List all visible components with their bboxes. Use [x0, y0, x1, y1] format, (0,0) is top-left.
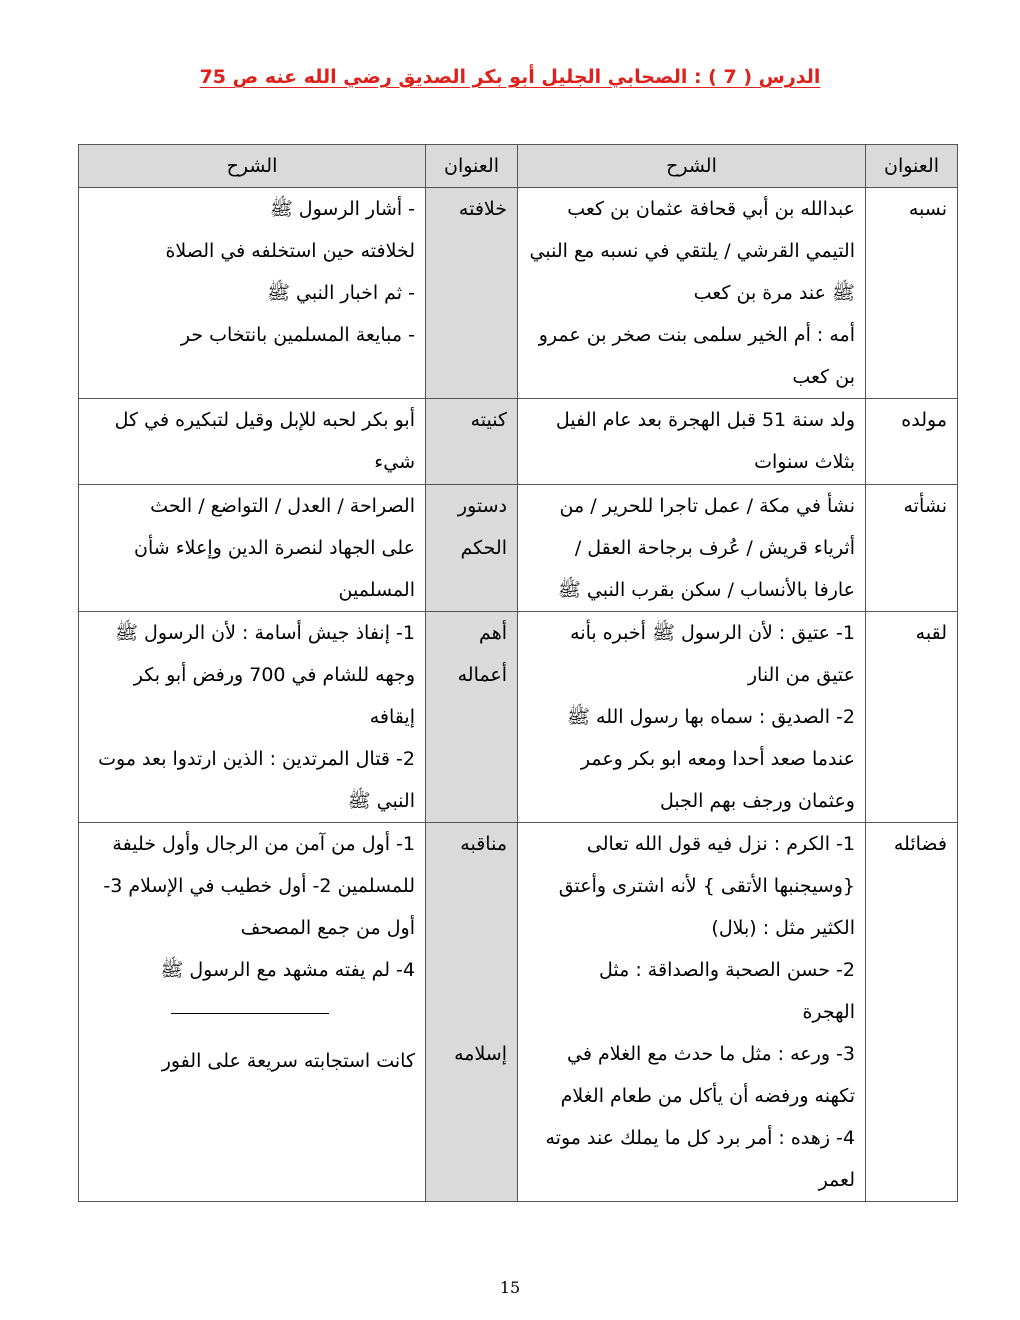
row-text-governance — [79, 485, 426, 612]
text-line: عتيق من النار — [747, 664, 855, 686]
header-title-1: العنوان — [866, 145, 958, 188]
text-line: {وسيجنبها الأتقى } لأنه اشترى وأعتق — [558, 875, 855, 897]
header-explanation-1: الشرح — [518, 145, 866, 188]
text-line: 1- عتيق : لأن الرسول ﷺ أخبره بأنه — [570, 622, 855, 644]
text-line: نشأ في مكة / عمل تاجرا للحرير / من — [559, 495, 855, 517]
text-line: عارفا بالأنساب / سكن بقرب النبي ﷺ — [557, 579, 855, 601]
text-line: النبي ﷺ — [347, 790, 415, 812]
row-label-upbringing: نشأته — [866, 485, 958, 612]
text-line: 3- ورعه : مثل ما حدث مع الغلام في — [567, 1043, 855, 1065]
text-line: وجهه للشام في 700 ورفض أبو بكر — [133, 664, 415, 686]
text-line: 1- أول من آمن من الرجال وأول خليفة — [112, 833, 415, 855]
text-line: شيء — [374, 451, 415, 473]
text-line: الصراحة / العدل / التواضع / الحث — [150, 495, 415, 517]
header-title-2: العنوان — [426, 145, 518, 188]
row-text-works — [79, 612, 426, 823]
text-line: بثلاث سنوات — [754, 451, 855, 473]
text-line: - أشار الرسول ﷺ — [269, 198, 415, 220]
table-row — [79, 399, 958, 485]
text-line: التيمي القرشي / يلتقي في نسبه مع النبي — [529, 240, 855, 262]
table-row — [79, 612, 958, 823]
row-label-kunya: كنيته — [426, 399, 518, 485]
row-label-caliphate: خلافته — [426, 188, 518, 399]
text-line: عبدالله بن أبي قحافة عثمان بن كعب — [567, 198, 855, 220]
text-line: أثرياء قريش / عُرف برجاحة العقل / — [574, 537, 855, 559]
row-label-works: أهم أعماله — [426, 612, 518, 823]
text-line: أول من جمع المصحف — [240, 917, 415, 939]
text-line: 1- الكرم : نزل فيه قول الله تعالى — [586, 833, 855, 855]
table-row — [79, 485, 958, 612]
text-line: لخلافته حين استخلفه في الصلاة — [165, 240, 415, 262]
text-line: المسلمين — [338, 579, 415, 601]
text-line: 4- لم يفته مشهد مع الرسول ﷺ — [160, 959, 415, 981]
text-line: 4- زهده : أمر برد كل ما يملك عند موته — [545, 1127, 855, 1149]
row-text-upbringing — [518, 485, 866, 612]
divider-line — [171, 1013, 329, 1014]
row-text-virtues — [518, 823, 866, 1202]
row-text-kunya — [79, 399, 426, 485]
row-text-caliphate — [79, 188, 426, 399]
text-line: تكهنه ورفضه أن يأكل من طعام الغلام — [560, 1085, 855, 1107]
text-line: أمه : أم الخير سلمى بنت صخر بن عمرو — [538, 324, 855, 346]
text-line: عندما صعد أحدا ومعه ابو بكر وعمر — [580, 748, 855, 770]
row-label-lineage: نسبه — [866, 188, 958, 399]
row-text-lineage — [518, 188, 866, 399]
text-line: على الجهاد لنصرة الدين وإعلاء شأن — [134, 537, 415, 559]
row-label-title: لقبه — [866, 612, 958, 823]
row-label-birth: مولده — [866, 399, 958, 485]
text-line: - ثم اخبار النبي ﷺ — [267, 282, 415, 304]
text-line: 1- إنفاذ جيش أسامة : لأن الرسول ﷺ — [115, 622, 415, 644]
text-line: إيقافه — [369, 706, 415, 728]
text-line: ﷺ عند مرة بن كعب — [693, 282, 855, 304]
table-row — [79, 188, 958, 399]
text-line: 2- حسن الصحبة والصداقة : مثل — [599, 959, 855, 981]
text-line: الهجرة — [802, 1001, 855, 1023]
text-line: وعثمان ورجف بهم الجبل — [659, 790, 855, 812]
text-line: ولد سنة 51 قبل الهجرة بعد عام الفيل — [555, 409, 855, 431]
text-line: 2- قتال المرتدين : الذين ارتدوا بعد موت — [98, 748, 415, 770]
text-line: - مبايعة المسلمين بانتخاب حر — [180, 324, 415, 346]
text-line: كانت استجابته سريعة على الفور — [161, 1050, 415, 1072]
row-text-birth — [518, 399, 866, 485]
lesson-title: الدرس ( 7 ) : الصحابي الجليل أبو بكر الصديق رضي الله عنه ص 75 — [199, 66, 821, 88]
row-label-merits: مناقبه — [460, 833, 507, 855]
lesson-table — [78, 144, 958, 1202]
row-label-merits-cell — [426, 823, 518, 1202]
text-line: للمسلمين 2- أول خطيب في الإسلام 3- — [103, 875, 415, 897]
row-text-merits — [79, 823, 426, 1202]
row-text-title — [518, 612, 866, 823]
page-number: 15 — [499, 1278, 521, 1297]
row-label-virtues: فضائله — [866, 823, 958, 1202]
row-label-governance: دستور الحكم — [426, 485, 518, 612]
text-line: لعمر — [818, 1169, 855, 1191]
table-header-row — [79, 145, 958, 188]
header-explanation-2: الشرح — [79, 145, 426, 188]
text-line: بن كعب — [792, 366, 855, 388]
text-line: 2- الصديق : سماه بها رسول الله ﷺ — [567, 706, 855, 728]
text-line: أبو بكر لحبه للإبل وقيل لتبكيره في كل — [114, 409, 415, 431]
table-row — [79, 823, 958, 1202]
text-line: الكثير مثل : (بلال) — [711, 917, 855, 939]
row-label-islam: إسلامه — [454, 1043, 507, 1065]
label-spacer — [436, 865, 507, 1033]
